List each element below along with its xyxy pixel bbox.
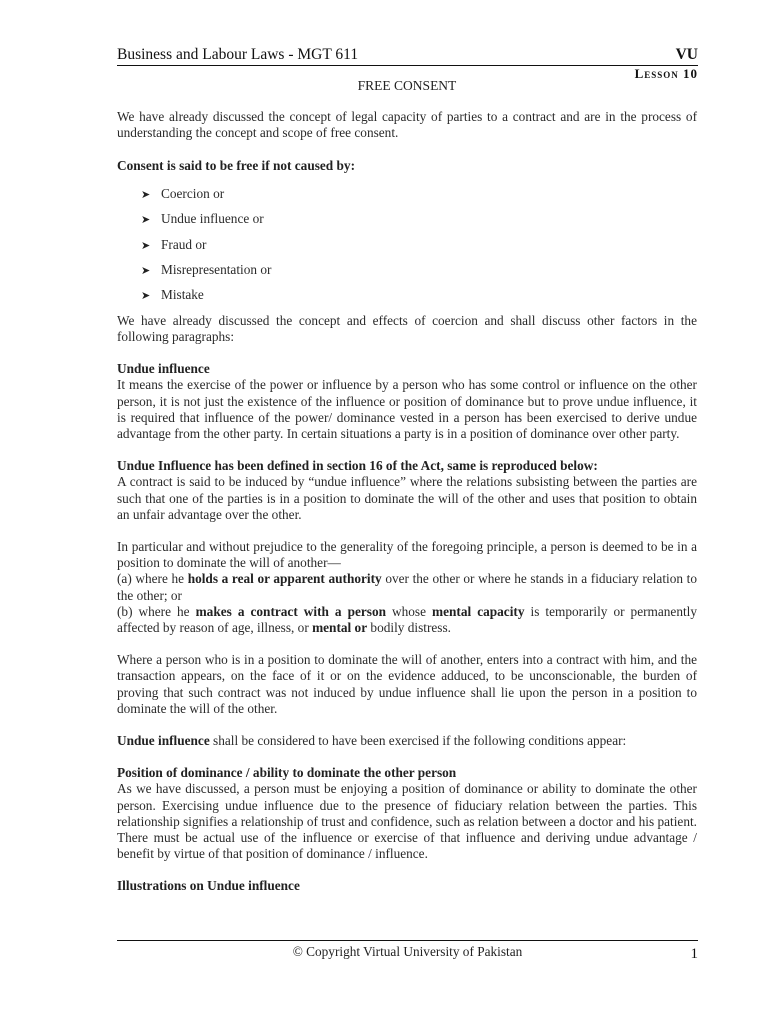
list-item [141, 237, 697, 254]
course-title: Business and Labour Laws - MGT 611 [117, 46, 359, 63]
list-item-label: Coercion or [161, 185, 225, 201]
clause-b [117, 604, 697, 636]
position-paragraph: As we have discussed, a person must be enjoying a position of dominance or ability to dominate the other person. Exercising undue influence due to the presence of fiduciary relation between the parties. This relationship signifies a relationship of trust and confidence, such as relation between a doctor and his patient. There must be actual use of the influence or exercise of that influence and deriving undue advantage / benefit by virtue of that position of dominance / influence. [117, 781, 697, 862]
conditions-rest: shall be considered to have been exercised if the following conditions appear: [209, 733, 627, 749]
document-title: FREE CONSENT [357, 78, 457, 93]
page-footer [117, 940, 698, 962]
conditions-emphasis: Undue influence [117, 733, 210, 749]
list-item [141, 211, 697, 228]
arrow-bullet-icon: ➤ [141, 238, 151, 252]
arrow-bullet-icon: ➤ [141, 187, 151, 201]
undue-influence-paragraph: It means the exercise of the power or influence by a person who has some control or influence on the other person, it is not just the existence of the influence or position of dominance but to prove undue influence, it is required that influence of the power/ dominance vested in a person has been exercised to derive undue advantage from the other party. In certain situations a party is in a position of dominance over other party. [117, 377, 697, 441]
illustrations-heading: Illustrations on Undue influence [117, 878, 300, 894]
list-item-label: Undue influence or [161, 211, 264, 227]
clause-a-emphasis: holds a real or apparent authority [187, 571, 382, 587]
consent-heading: Consent is said to be free if not caused by: [117, 157, 355, 173]
undue-influence-heading: Undue influence [117, 361, 210, 377]
list-item-label: Fraud or [161, 236, 207, 252]
list-item [141, 287, 697, 304]
arrow-bullet-icon: ➤ [141, 263, 151, 277]
clause-a-prefix: (a) where he [117, 571, 188, 587]
header-rule [117, 65, 698, 66]
section-16-heading: Undue Influence has been defined in section 16 of the Act, same is reproduced below: [117, 458, 598, 474]
clause-b-middle-2: is temporarily or permanently affected by reason of age, illness, or [117, 603, 698, 636]
page-number: 1 [690, 946, 698, 962]
consent-factors-list [117, 186, 697, 305]
institution-label: VU [675, 46, 698, 63]
clause-b-rest: bodily distress. [367, 620, 451, 636]
clause-b-emphasis-3: mental or [312, 620, 368, 636]
clause-b-prefix: (b) where he [117, 603, 196, 619]
lesson-label: Lesson 10 [634, 66, 698, 81]
document-body [117, 78, 697, 895]
after-bullets-paragraph: We have already discussed the concept and effects of coercion and shall discuss other factors in the following paragraphs: [117, 312, 697, 344]
copyright-notice: © Copyright Virtual University of Pakistan [292, 944, 523, 959]
section-16-paragraph: A contract is said to be induced by “undue influence” where the relations subsisting between the parties are such that one of the parties is in a position to dominate the will of the other and uses that position to obtain an unfair advantage over the other. [117, 474, 697, 522]
burden-paragraph: Where a person who is in a position to dominate the will of another, enters into a contract with him, and the transaction appears, on the face of it or on the evidence adduced, to be unconscionable, the burden of proving that such contract was not induced by undue influence shall lie upon the person in a position to dominate the will of the other. [117, 652, 697, 716]
arrow-bullet-icon: ➤ [141, 289, 151, 303]
particular-paragraph: In particular and without prejudice to the generality of the foregoing principle, a person is deemed to be in a position to dominate the will of another— [117, 539, 697, 571]
clause-a [117, 571, 697, 603]
position-heading: Position of dominance / ability to dominate the other person [117, 765, 457, 781]
clause-a-rest: over the other or where he stands in a fiduciary relation to the other; or [117, 571, 697, 603]
intro-paragraph: We have already discussed the concept of legal capacity of parties to a contract and are in the process of understanding the concept and scope of free consent. [117, 109, 697, 141]
list-item [141, 186, 697, 203]
clause-b-emphasis-2: mental capacity [432, 603, 525, 619]
clause-b-emphasis-1: makes a contract with a person [195, 603, 387, 619]
conditions-paragraph [117, 733, 697, 749]
list-item-label: Misrepresentation or [161, 261, 272, 277]
arrow-bullet-icon: ➤ [141, 213, 151, 227]
clause-b-middle-1: whose [386, 603, 433, 619]
list-item [141, 262, 697, 279]
footer-rule [117, 940, 698, 941]
list-item-label: Mistake [161, 287, 204, 303]
